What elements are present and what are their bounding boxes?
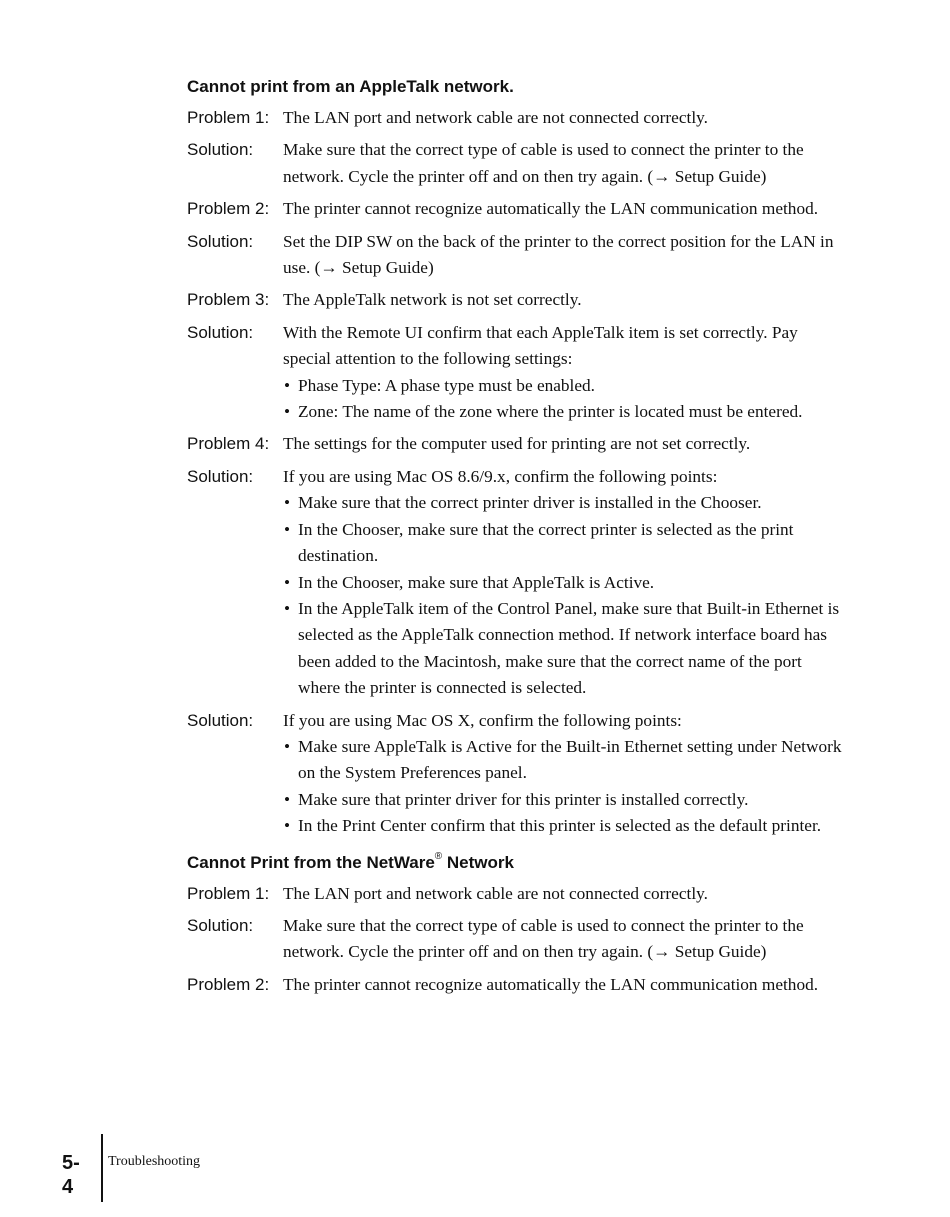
appletalk-problem-list bbox=[187, 105, 847, 840]
item-text: The printer cannot recognize automatically the LAN communication method. bbox=[283, 199, 819, 219]
item-text: With the Remote UI confirm that each AppleTalk item is set correctly. Pay special attention to the following settings: bbox=[283, 322, 798, 369]
item-text: The printer cannot recognize automatically the LAN communication method. bbox=[283, 974, 819, 994]
solution-row bbox=[187, 708, 847, 840]
bullet-item: • Zone: The name of the zone where the printer is located must be entered. bbox=[283, 399, 847, 425]
bullet-item: • In the AppleTalk item of the Control Panel, make sure that Built-in Ethernet is selected as the AppleTalk connection method. If network interface board has been added to the Macintosh, make sure that the correct name of the port where the printer is connected is selected. bbox=[283, 596, 847, 702]
item-text: If you are using Mac OS X, confirm the following points: bbox=[283, 710, 682, 730]
item-text: The LAN port and network cable are not connected correctly. bbox=[283, 883, 708, 903]
problem-row bbox=[187, 105, 847, 131]
problem-row bbox=[187, 431, 847, 457]
item-body bbox=[283, 320, 847, 426]
bullet-item: • In the Chooser, make sure that AppleTalk is Active. bbox=[283, 570, 847, 596]
solution-row bbox=[187, 320, 847, 426]
footer-section-name: Troubleshooting bbox=[108, 1154, 201, 1169]
footer-divider bbox=[101, 1134, 103, 1202]
item-label: Problem 3: bbox=[187, 290, 270, 310]
solution-row bbox=[187, 913, 847, 966]
problem-row bbox=[187, 881, 847, 907]
item-label: Problem 1: bbox=[187, 883, 270, 903]
item-text: If you are using Mac OS 8.6/9.x, confirm the following points: bbox=[283, 466, 718, 486]
item-label: Problem 4: bbox=[187, 434, 270, 454]
bullet-item: • In the Chooser, make sure that the correct printer is selected as the print destination. bbox=[283, 517, 847, 570]
solution-row bbox=[187, 137, 847, 190]
problem-row bbox=[187, 287, 847, 313]
problem-row bbox=[187, 196, 847, 222]
solution-row bbox=[187, 229, 847, 282]
item-text: Make sure that the correct type of cable is used to connect the printer to the network. Cycle the printer off and on then try again. (→ Setup Guide) bbox=[283, 140, 804, 186]
item-label: Problem 2: bbox=[187, 199, 270, 219]
item-label: Problem 2: bbox=[187, 974, 270, 994]
bullet-item: • In the Print Center confirm that this printer is selected as the default printer. bbox=[283, 813, 847, 839]
item-text: The AppleTalk network is not set correctly. bbox=[283, 290, 582, 310]
netware-problem-list bbox=[187, 881, 847, 999]
item-text: The settings for the computer used for printing are not set correctly. bbox=[283, 434, 751, 454]
problem-row bbox=[187, 972, 847, 998]
bullet-item: • Make sure AppleTalk is Active for the Built-in Ethernet setting under Network on the System Preferences panel. bbox=[283, 734, 847, 787]
bullet-list bbox=[283, 734, 847, 840]
item-label: Solution: bbox=[187, 915, 254, 935]
section-heading-appletalk: Cannot print from an AppleTalk network. bbox=[187, 77, 514, 96]
item-label: Problem 1: bbox=[187, 108, 270, 127]
item-text: The LAN port and network cable are not connected correctly. bbox=[283, 108, 708, 127]
item-text: Set the DIP SW on the back of the printer to the correct position for the LAN in use. (→ Setup Guide) bbox=[283, 231, 834, 278]
page-number: 5-4 bbox=[62, 1152, 80, 1198]
item-text: Make sure that the correct type of cable is used to connect the printer to the network. Cycle the printer off and on then try again. (→ Setup Guide) bbox=[283, 915, 804, 962]
item-label: Solution: bbox=[187, 322, 254, 342]
page-content bbox=[187, 74, 847, 1004]
item-label: Solution: bbox=[187, 231, 254, 251]
item-label: Solution: bbox=[187, 710, 254, 730]
item-label: Solution: bbox=[187, 140, 254, 160]
section-heading-netware bbox=[187, 850, 847, 876]
bullet-item: • Make sure that printer driver for this printer is installed correctly. bbox=[283, 787, 847, 813]
item-body bbox=[283, 464, 847, 702]
item-body bbox=[283, 708, 847, 840]
heading-text-end: Network bbox=[442, 852, 514, 872]
registered-mark: ® bbox=[434, 850, 443, 862]
bullet-list bbox=[283, 373, 847, 426]
heading-text: Cannot Print from the NetWare bbox=[187, 852, 435, 872]
item-label: Solution: bbox=[187, 466, 254, 486]
bullet-item: • Phase Type: A phase type must be enabled. bbox=[283, 373, 847, 399]
bullet-item: • Make sure that the correct printer driver is installed in the Chooser. bbox=[283, 490, 847, 516]
solution-row bbox=[187, 464, 847, 702]
bullet-list bbox=[283, 490, 847, 701]
